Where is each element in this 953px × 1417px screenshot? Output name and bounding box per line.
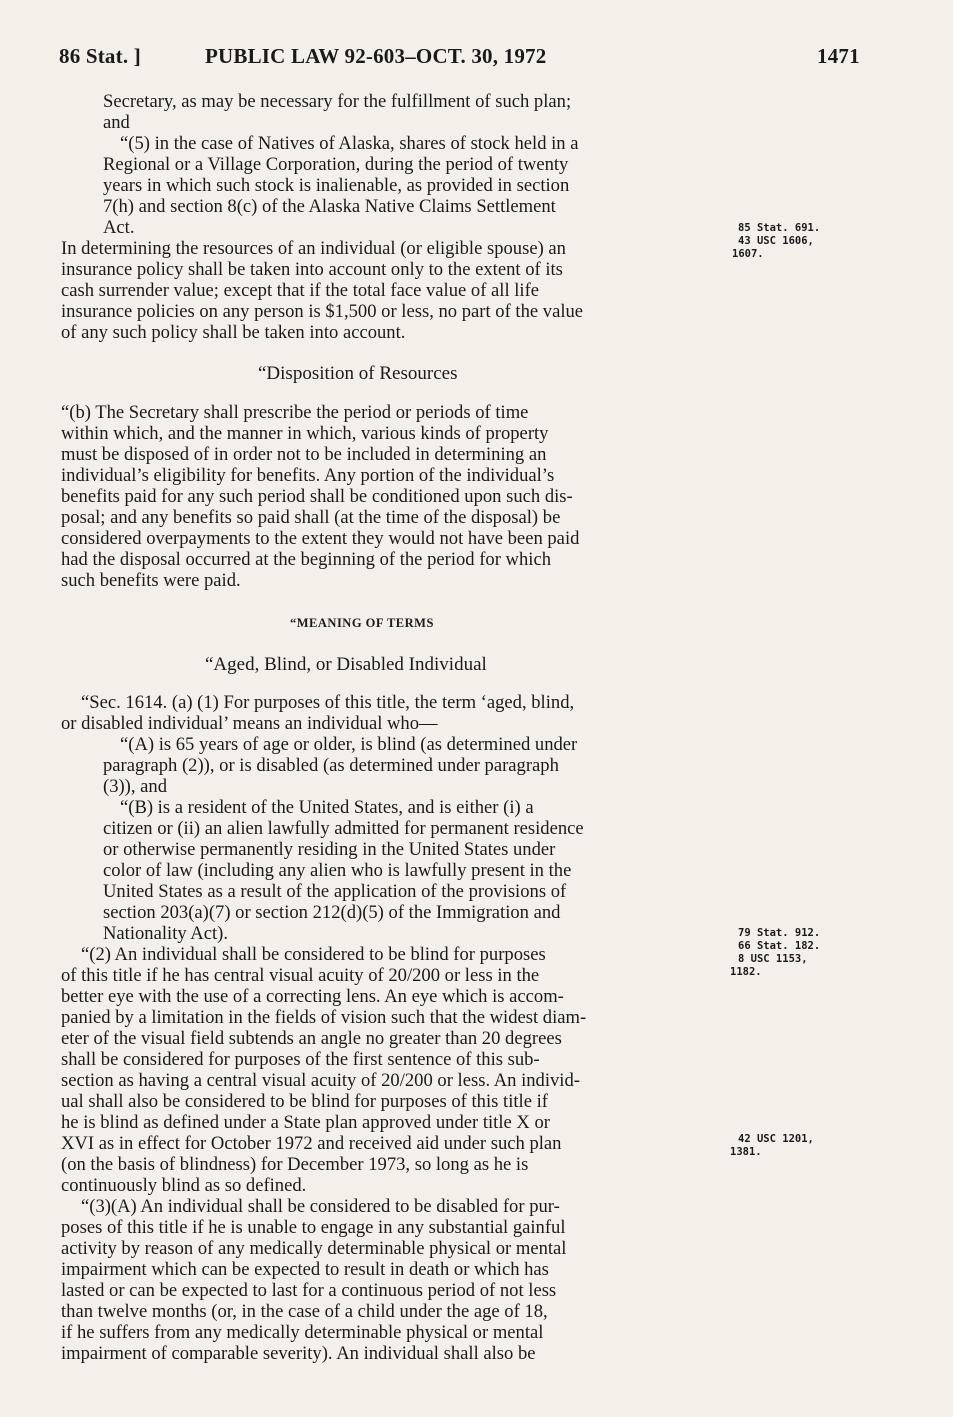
margin-note bbox=[732, 222, 821, 261]
text-line: lasted or can be expected to last for a continuous period of not less bbox=[61, 1280, 557, 1301]
section-heading-meaning-of-terms: “MEANING OF TERMS bbox=[290, 616, 434, 630]
volume-reference: 86 Stat. ] bbox=[59, 44, 141, 68]
text-line: section as having a central visual acuity of 20/200 or less. An individ- bbox=[61, 1070, 580, 1091]
margin-note-line: 43 USC 1606, bbox=[738, 235, 814, 247]
text-line: Nationality Act). bbox=[103, 923, 228, 944]
text-line: In determining the resources of an individual (or eligible spouse) an bbox=[61, 238, 566, 259]
text-line: individual’s eligibility for benefits. Any portion of the individual’s bbox=[61, 465, 555, 486]
text-line: such benefits were paid. bbox=[61, 570, 241, 591]
text-line: poses of this title if he is unable to engage in any substantial gainful bbox=[61, 1217, 566, 1238]
text-line: Secretary, as may be necessary for the fulfillment of such plan; bbox=[103, 91, 572, 112]
text-line: considered overpayments to the extent they would not have been paid bbox=[61, 528, 580, 549]
margin-note-line: 1182. bbox=[730, 966, 762, 978]
text-line: “(2) An individual shall be considered to be blind for purposes bbox=[81, 944, 546, 965]
text-line: XVI as in effect for October 1972 and received aid under such plan bbox=[61, 1133, 562, 1154]
margin-note bbox=[730, 1133, 814, 1159]
text-line: Act. bbox=[103, 217, 135, 238]
text-line: impairment of comparable severity). An individual shall also be bbox=[61, 1343, 536, 1364]
text-line: had the disposal occurred at the beginning of the period for which bbox=[61, 549, 552, 570]
margin-note-line: 79 Stat. 912. bbox=[738, 927, 821, 939]
text-line: panied by a limitation in the fields of vision such that the widest diam- bbox=[61, 1007, 587, 1028]
text-line: activity by reason of any medically determinable physical or mental bbox=[61, 1238, 567, 1259]
text-line: “(B) is a resident of the United States, and is either (i) a bbox=[120, 797, 534, 818]
margin-note-line: 85 Stat. 691. bbox=[738, 222, 821, 234]
text-line: or disabled individual’ means an individual who— bbox=[61, 713, 438, 734]
text-line: than twelve months (or, in the case of a child under the age of 18, bbox=[61, 1301, 548, 1322]
text-line: “Sec. 1614. (a) (1) For purposes of this title, the term ‘aged, blind, bbox=[81, 692, 575, 713]
text-line: insurance policy shall be taken into account only to the extent of its bbox=[61, 259, 563, 280]
text-line: better eye with the use of a correcting lens. An eye which is accom- bbox=[61, 986, 564, 1007]
text-line: United States as a result of the application of the provisions of bbox=[103, 881, 567, 902]
text-line: posal; and any benefits so paid shall (at the time of the disposal) be bbox=[61, 507, 561, 528]
margin-note-line: 42 USC 1201, bbox=[738, 1133, 814, 1145]
text-line: eter of the visual field subtends an angle no greater than 20 degrees bbox=[61, 1028, 562, 1049]
text-line: citizen or (ii) an alien lawfully admitted for permanent residence bbox=[103, 818, 584, 839]
text-line: Regional or a Village Corporation, during the period of twenty bbox=[103, 154, 569, 175]
text-line: 7(h) and section 8(c) of the Alaska Native Claims Settlement bbox=[103, 196, 556, 217]
text-line: benefits paid for any such period shall be conditioned upon such dis- bbox=[61, 486, 573, 507]
text-line: “(5) in the case of Natives of Alaska, shares of stock held in a bbox=[120, 133, 579, 154]
page-title: PUBLIC LAW 92-603–OCT. 30, 1972 bbox=[205, 44, 547, 68]
text-line: or otherwise permanently residing in the United States under bbox=[103, 839, 556, 860]
text-line: years in which such stock is inalienable, as provided in section bbox=[103, 175, 570, 196]
text-line: ual shall also be considered to be blind for purposes of this title if bbox=[61, 1091, 548, 1112]
text-line: insurance policies on any person is $1,500 or less, no part of the value bbox=[61, 301, 584, 322]
text-line: impairment which can be expected to result in death or which has bbox=[61, 1259, 549, 1280]
margin-note-line: 66 Stat. 182. bbox=[738, 940, 821, 952]
margin-note-line: 1381. bbox=[730, 1146, 762, 1158]
text-line: “(A) is 65 years of age or older, is blind (as determined under bbox=[120, 734, 578, 755]
margin-note bbox=[730, 927, 821, 979]
text-line: within which, and the manner in which, various kinds of property bbox=[61, 423, 549, 444]
text-line: of this title if he has central visual acuity of 20/200 or less in the bbox=[61, 965, 540, 986]
text-line: color of law (including any alien who is lawfully present in the bbox=[103, 860, 572, 881]
text-line: of any such policy shall be taken into account. bbox=[61, 322, 406, 343]
text-line: must be disposed of in order not to be included in determining an bbox=[61, 444, 547, 465]
page-number: 1471 bbox=[817, 44, 860, 68]
text-line: (on the basis of blindness) for December 1973, so long as he is bbox=[61, 1154, 529, 1175]
margin-note-line: 1607. bbox=[732, 248, 764, 260]
text-line: continuously blind as so defined. bbox=[61, 1175, 307, 1196]
text-line: (3)), and bbox=[103, 776, 168, 797]
text-line: shall be considered for purposes of the first sentence of this sub- bbox=[61, 1049, 540, 1070]
text-line: “(b) The Secretary shall prescribe the period or periods of time bbox=[61, 402, 529, 423]
text-line: and bbox=[103, 112, 130, 133]
margin-note-line: 8 USC 1153, bbox=[738, 953, 808, 965]
text-line: section 203(a)(7) or section 212(d)(5) of the Immigration and bbox=[103, 902, 561, 923]
text-line: he is blind as defined under a State plan approved under title X or bbox=[61, 1112, 550, 1133]
text-line: “(3)(A) An individual shall be considered to be disabled for pur- bbox=[81, 1196, 560, 1217]
text-line: if he suffers from any medically determinable physical or mental bbox=[61, 1322, 544, 1343]
text-line: paragraph (2)), or is disabled (as determined under paragraph bbox=[103, 755, 559, 776]
section-heading: “Aged, Blind, or Disabled Individual bbox=[205, 654, 487, 675]
text-line: cash surrender value; except that if the total face value of all life bbox=[61, 280, 540, 301]
section-heading: “Disposition of Resources bbox=[258, 363, 458, 384]
